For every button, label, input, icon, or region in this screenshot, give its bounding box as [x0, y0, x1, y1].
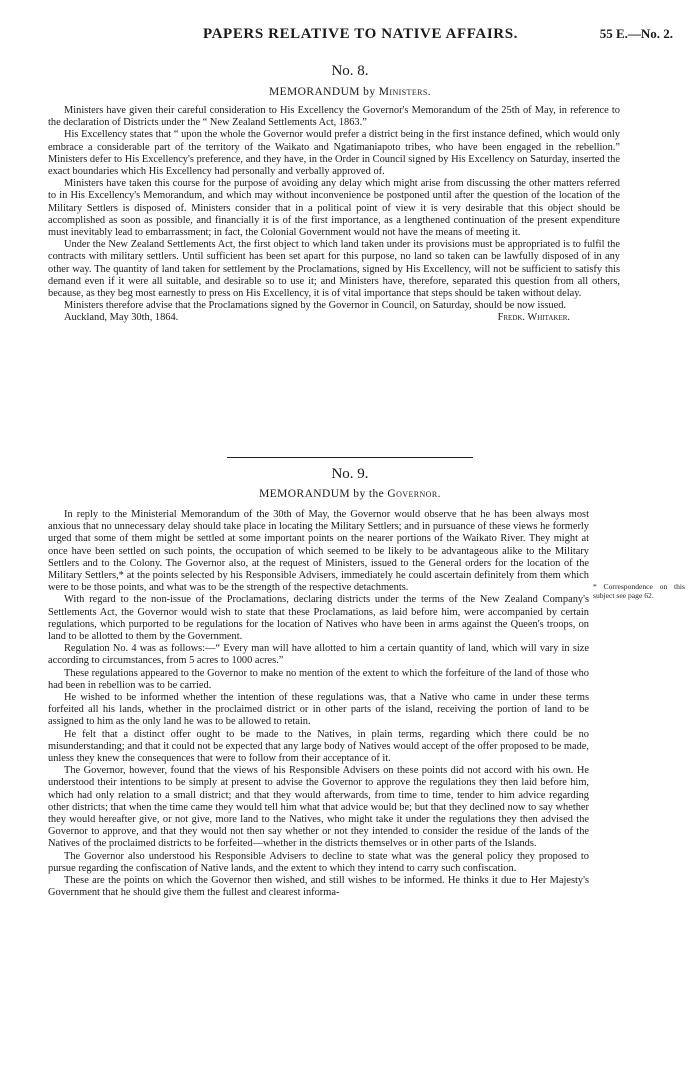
running-title: PAPERS RELATIVE TO NATIVE AFFAIRS. — [202, 26, 519, 42]
memo-8-place-date: Auckland, May 30th, 1864. — [64, 312, 179, 324]
memo-8-paragraph: His Excellency states that “ upon the whole the Governor would prefer a district being in the first instance defined, which would only embrace a considerable part of the territory of the Waikato and Ngatimaniapoto tribes, who have been engaged in the rebellion.” Ministers defer to His Excellency's preference, and they have, in the Order in Council signed by His Excellency on Saturday, inserted the exact boundaries which His Excellency had personally and verbally approved of. — [48, 129, 620, 178]
memo-9-paragraph: The Governor, however, found that the views of his Responsible Advisers on these points did not accord with his own. He understood their intentions to be simply at present to advise the Governor to approve the regulations they then laid before him, which had only relation to a small district; and that they would afterwards, from time to time, tender to him advice regarding other districts; that when the time came they would tell him what that advice would be; but that they declined now to say whether they would hereafter give, or not give, more land to the Natives, who might take it under the regulations they then advised the Governor to approve, and that they would not then say whether or not they intended to consider the residue of the lands of the Natives of the proclaimed districts to be forfeited—whether in the districts themselves or in other parts of the Islands. — [48, 765, 589, 850]
memo-9-paragraph: With regard to the non-issue of the Proclamations, declaring districts under the terms of the New Zealand Company's Settlements Act, the Governor would wish to state that these Proclamations, as laid before him, were accompanied by certain regulations, which purported to be regulations for the location of Natives who have been in arms against the Queen's troops, on land to be allotted to them by the Government. — [48, 594, 589, 643]
memo-8-title-main: MEMORANDUM by — [269, 86, 376, 98]
memo-8-signature: Fredk. Whitaker. — [497, 312, 570, 324]
memo-8-paragraph: Ministers have given their careful consideration to His Excellency the Governor's Memorandum of the 25th of May, in reference to the declaration of Districts under the “ New Zealand Settlements Act, 1863.” — [48, 105, 620, 129]
memo-9-title — [0, 488, 700, 500]
memo-9-paragraph: The Governor also understood his Responsible Advisers to decline to state what was the general policy they proposed to pursue regarding the confiscation of Native lands, and the extent to which they intend to carry such confiscation. — [48, 850, 589, 874]
memo-8-paragraph: Under the New Zealand Settlements Act, the first object to which land taken under its provisions must be appropriated is to fulfil the contracts with military settlers. Until sufficient has been set apart for this purpose, no land so taken can be lawfully disposed of in any other way. The quantity of land taken for settlement by the Proclamations, signed by His Excellency, will not be sufficient to satisfy this demand even if it were all suitable, and desirable so to use it; and Ministers have, therefore, separated this question from all others, because, as they beg most earnestly to press on His Excellency, it is of vital importance that steps should be taken without delay. — [48, 239, 620, 300]
memo-9-paragraph: These are the points on which the Governor then wished, and still wishes to be informed. He thinks it due to Her Majesty's Government that he should give them the fullest and clearest informa- — [48, 875, 589, 899]
memo-9-paragraph: In reply to the Ministerial Memorandum of the 30th of May, the Governor would observe that he has been always most anxious that no unnecessary delay should take place in locating the Military Settlers; and in pursuance of these views he formerly urged that some of them might be settled at some important points on the nearer portions of the Waikato River. They might at once have been settled on such points, the occupation of which seemed to be likely to be advantageous alike to the Military Settlers and to the Colony. The Governor also, at the request of Ministers, issued to the General orders for the location of the Military Settlers,* at the points selected by his Responsible Advisers, immediately he could ascertain definitely from them which were to be those points, and what was to be the strength of the respective detachments. — [48, 509, 589, 594]
memo-9-number: No. 9. — [331, 466, 369, 482]
memo-9-paragraph: These regulations appeared to the Governor to make no mention of the extent to which the forfeiture of the land of those who had been in rebellion was to be carried. — [48, 667, 589, 691]
memo-8-number: No. 8. — [331, 63, 369, 79]
memo-8-title-author: Ministers. — [378, 86, 431, 98]
margin-note: * Correspondence on this subject see page 62. — [593, 582, 685, 600]
memo-8-signoff — [48, 312, 620, 324]
page-header — [48, 26, 673, 48]
page-reference: 55 E.—No. 2. — [599, 26, 673, 41]
memo-9-body — [48, 509, 589, 900]
memo-9-paragraph: He wished to be informed whether the intention of these regulations was, that a Native who came in under these terms forfeited all his lands, whether in the proclaimed district or in other parts of the island, receiving the portion of land to be assigned to him as the only land he was to be allowed to retain. — [48, 692, 589, 728]
memo-9-title-main: MEMORANDUM by the — [259, 488, 385, 500]
memo-8-paragraph: Ministers therefore advise that the Proclamations signed by the Governor in Council, on Saturday, should be now issued. — [64, 300, 567, 312]
section-divider — [227, 457, 473, 458]
memo-9-paragraph: He felt that a distinct offer ought to be made to the Natives, in plain terms, regarding which there could be no misunderstanding; and that it could not be expected that any large body of Natives would accept of the offer proposed to be made, unless they knew the consequences that were to follow from their acceptance of it. — [48, 728, 589, 765]
memo-8-paragraph: Ministers have taken this course for the purpose of avoiding any delay which might arise from discussing the other matters referred to in His Excellency's Memorandum, and which may without inconvenience be postponed until after the question of the location of the Military Settlers is disposed of. Ministers consider that in a political point of view it is very desirable that this object should be accomplished as soon as possible, and financially it is of the first importance, as a lengthened continuation of the present expenditure must inevitably lead to embarrassment; in fact, the Colonial Government would not have the means of meeting it. — [48, 178, 620, 239]
memo-8-body — [48, 105, 620, 325]
memo-9-title-author: Governor. — [387, 488, 441, 500]
memo-8-title — [0, 86, 700, 98]
memo-9-paragraph: Regulation No. 4 was as follows:—“ Every man will have allotted to him a certain quantity of land, which will vary in size according to circumstances, from 5 acres to 1000 acres.” — [48, 643, 589, 667]
